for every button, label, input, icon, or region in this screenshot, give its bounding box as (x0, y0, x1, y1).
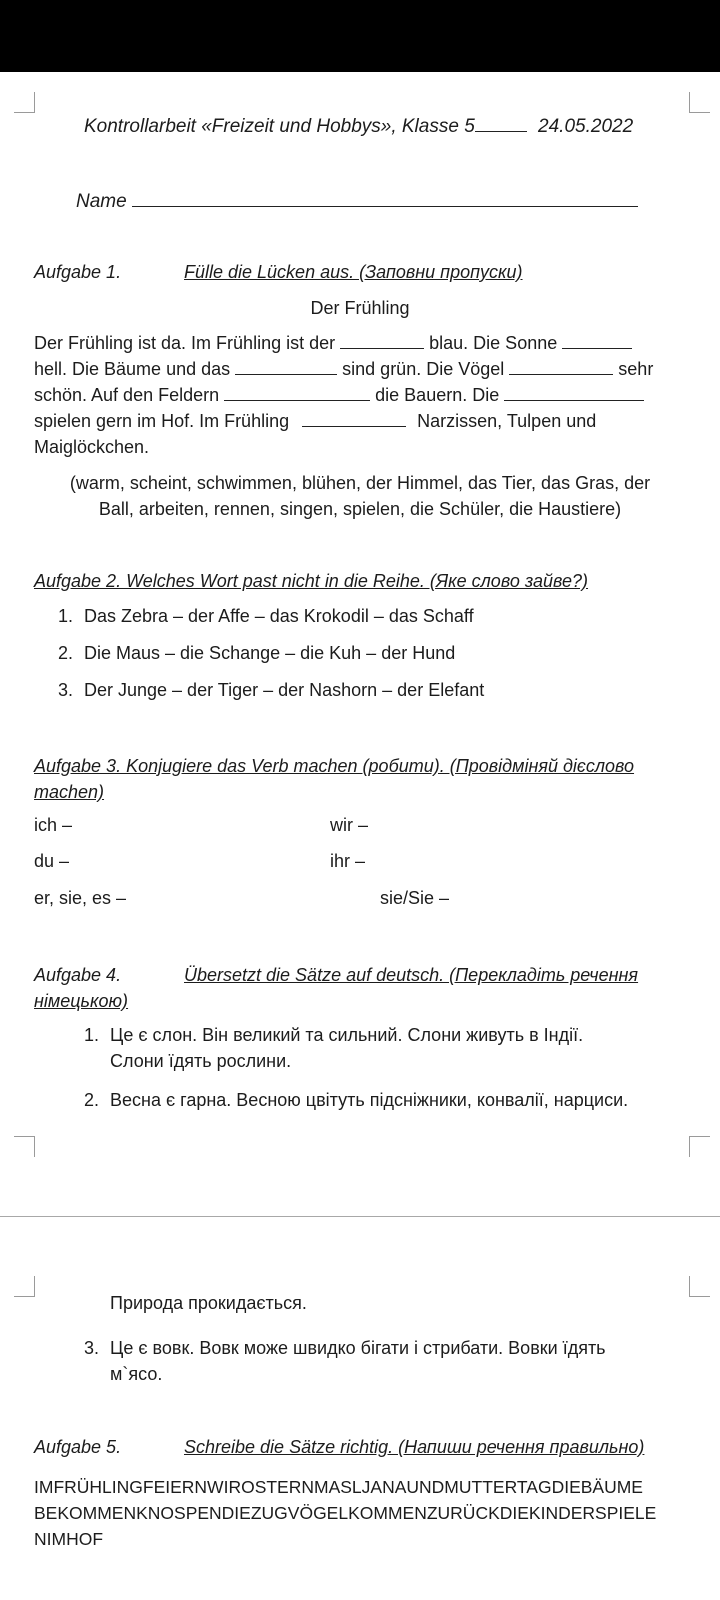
task3-heading-line1: Aufgabe 3. Konjugiere das Verb machen (робити). (Провідміняй дієслово (34, 756, 635, 776)
item-number: 3. (58, 680, 74, 700)
name-line (76, 190, 638, 213)
pronoun-er-sie-es: er, sie, es – (34, 888, 127, 908)
blank-6 (504, 386, 644, 401)
word-bank (0, 470, 720, 522)
task2-item-3 (58, 680, 484, 701)
task1-instruction: Fülle die Lücken aus. (Заповни пропуски) (184, 262, 523, 282)
title-text: Kontrollarbeit «Freizeit und Hobbys», Klasse 5 (84, 116, 475, 137)
letter-line-3: NIMHOF (34, 1529, 104, 1549)
letter-line-1: IMFRÜHLINGFEIERNWIROSTERNMASLJANAUNDMUTTERTAGDIEBÄUME (34, 1477, 643, 1497)
pronoun-wir: wir – (330, 815, 369, 835)
item-number: 2. (84, 1090, 100, 1110)
task4-item-1 (84, 1022, 694, 1074)
item-number: 2. (58, 643, 74, 663)
pronoun-ich: ich – (34, 815, 73, 835)
pronoun-ihr: ihr – (330, 851, 366, 871)
page-divider (0, 1216, 720, 1217)
task3-heading-line2: machen) (34, 782, 105, 802)
item-line2: Слони їдять рослини. (110, 1051, 292, 1071)
task5-heading (34, 1437, 644, 1458)
item-line1: Весна є гарна. Весною цвітуть підсніжники, конвалії, нарциси. (110, 1090, 629, 1110)
item-line1: Це є слон. Він великий та сильний. Слони живуть в Індії. (110, 1025, 584, 1045)
corner-mark-top-right (689, 92, 710, 113)
task4-item-2 (84, 1087, 694, 1113)
item-line1: Це є вовк. Вовк може швидко бігати і стрибати. Вовки їдять (110, 1338, 606, 1358)
task1-label: Aufgabe 1. (34, 262, 122, 282)
task4-item-3 (84, 1335, 694, 1387)
text-title: Der Frühling (310, 298, 410, 318)
word-bank-line1: (warm, scheint, schwimmen, blühen, der Himmel, das Tier, das Gras, der (69, 473, 651, 493)
cloze-s5: sehr (618, 359, 654, 379)
task2-heading: Aufgabe 2. Welches Wort past nicht in die Reihe. (Яке слово зайве?) (34, 571, 589, 591)
task5-label: Aufgabe 5. (34, 1437, 122, 1457)
cloze-s6: schön. Auf den Feldern (34, 385, 220, 405)
task1-cloze-text (34, 330, 690, 460)
name-label: Name (76, 191, 127, 212)
document-title (84, 116, 633, 138)
blank-2 (562, 334, 632, 349)
word-bank-line2: Ball, arbeiten, rennen, singen, spielen, die Schüler, die Haustiere) (98, 499, 622, 519)
corner-mark-bottom-right (689, 1136, 710, 1157)
task4-label: Aufgabe 4. (34, 965, 122, 985)
cloze-s2: blau. Die Sonne (429, 333, 558, 353)
corner-mark-top-right-page2 (689, 1276, 710, 1297)
blank-1 (340, 334, 424, 349)
task2-item-1 (58, 606, 474, 627)
item-number: 3. (84, 1338, 100, 1358)
task2-item-2 (58, 643, 455, 664)
pronoun-du: du – (34, 851, 70, 871)
task4-continuation: Природа прокидається. (110, 1293, 307, 1313)
task5-letter-block (34, 1474, 656, 1552)
task5-instruction: Schreibe die Sätze richtig. (Напиши речення правильно) (184, 1437, 645, 1457)
class-blank (475, 117, 527, 132)
task4-instruction: Übersetzt die Sätze auf deutsch. (Перекладіть речення (184, 965, 639, 985)
blank-4 (509, 360, 613, 375)
item-number: 1. (58, 606, 74, 626)
cloze-s10: Maiglöckchen. (34, 437, 150, 457)
blank-3 (235, 360, 337, 375)
cloze-s1: Der Frühling ist da. Im Frühling ist der (34, 333, 336, 353)
item-line2: м`ясо. (110, 1364, 163, 1384)
item-text: Der Junge – der Tiger – der Nashorn – der Elefant (84, 680, 485, 700)
pronoun-sie: sie/Sie – (380, 888, 450, 908)
task1-heading (34, 262, 523, 283)
cloze-s3: hell. Die Bäume und das (34, 359, 231, 379)
item-text: Die Maus – die Schange – die Kuh – der Hund (84, 643, 456, 663)
cloze-s7: die Bauern. Die (375, 385, 500, 405)
corner-mark-top-left-page2 (14, 1276, 35, 1297)
blank-7 (302, 412, 406, 427)
cloze-s4: sind grün. Die Vögel (342, 359, 505, 379)
item-text: Das Zebra – der Affe – das Krokodil – das Schaff (84, 606, 474, 626)
task4-instruction-line2: німецькою) (34, 991, 129, 1011)
name-blank (132, 190, 638, 207)
task3-heading (34, 753, 634, 805)
cloze-s9: Narzissen, Tulpen und (417, 411, 597, 431)
task4-heading (34, 962, 638, 1014)
top-black-bar (0, 0, 720, 72)
item-number: 1. (84, 1025, 100, 1045)
cloze-s8: spielen gern im Hof. Im Frühling (34, 411, 290, 431)
corner-mark-top-left (14, 92, 35, 113)
document-date: 24.05.2022 (538, 116, 634, 137)
corner-mark-bottom-left (14, 1136, 35, 1157)
blank-5 (224, 386, 370, 401)
letter-line-2: BEKOMMENKNOSPENDIEZUGVÖGELKOMMENZURÜCKDIEKINDERSPIELE (34, 1503, 657, 1523)
